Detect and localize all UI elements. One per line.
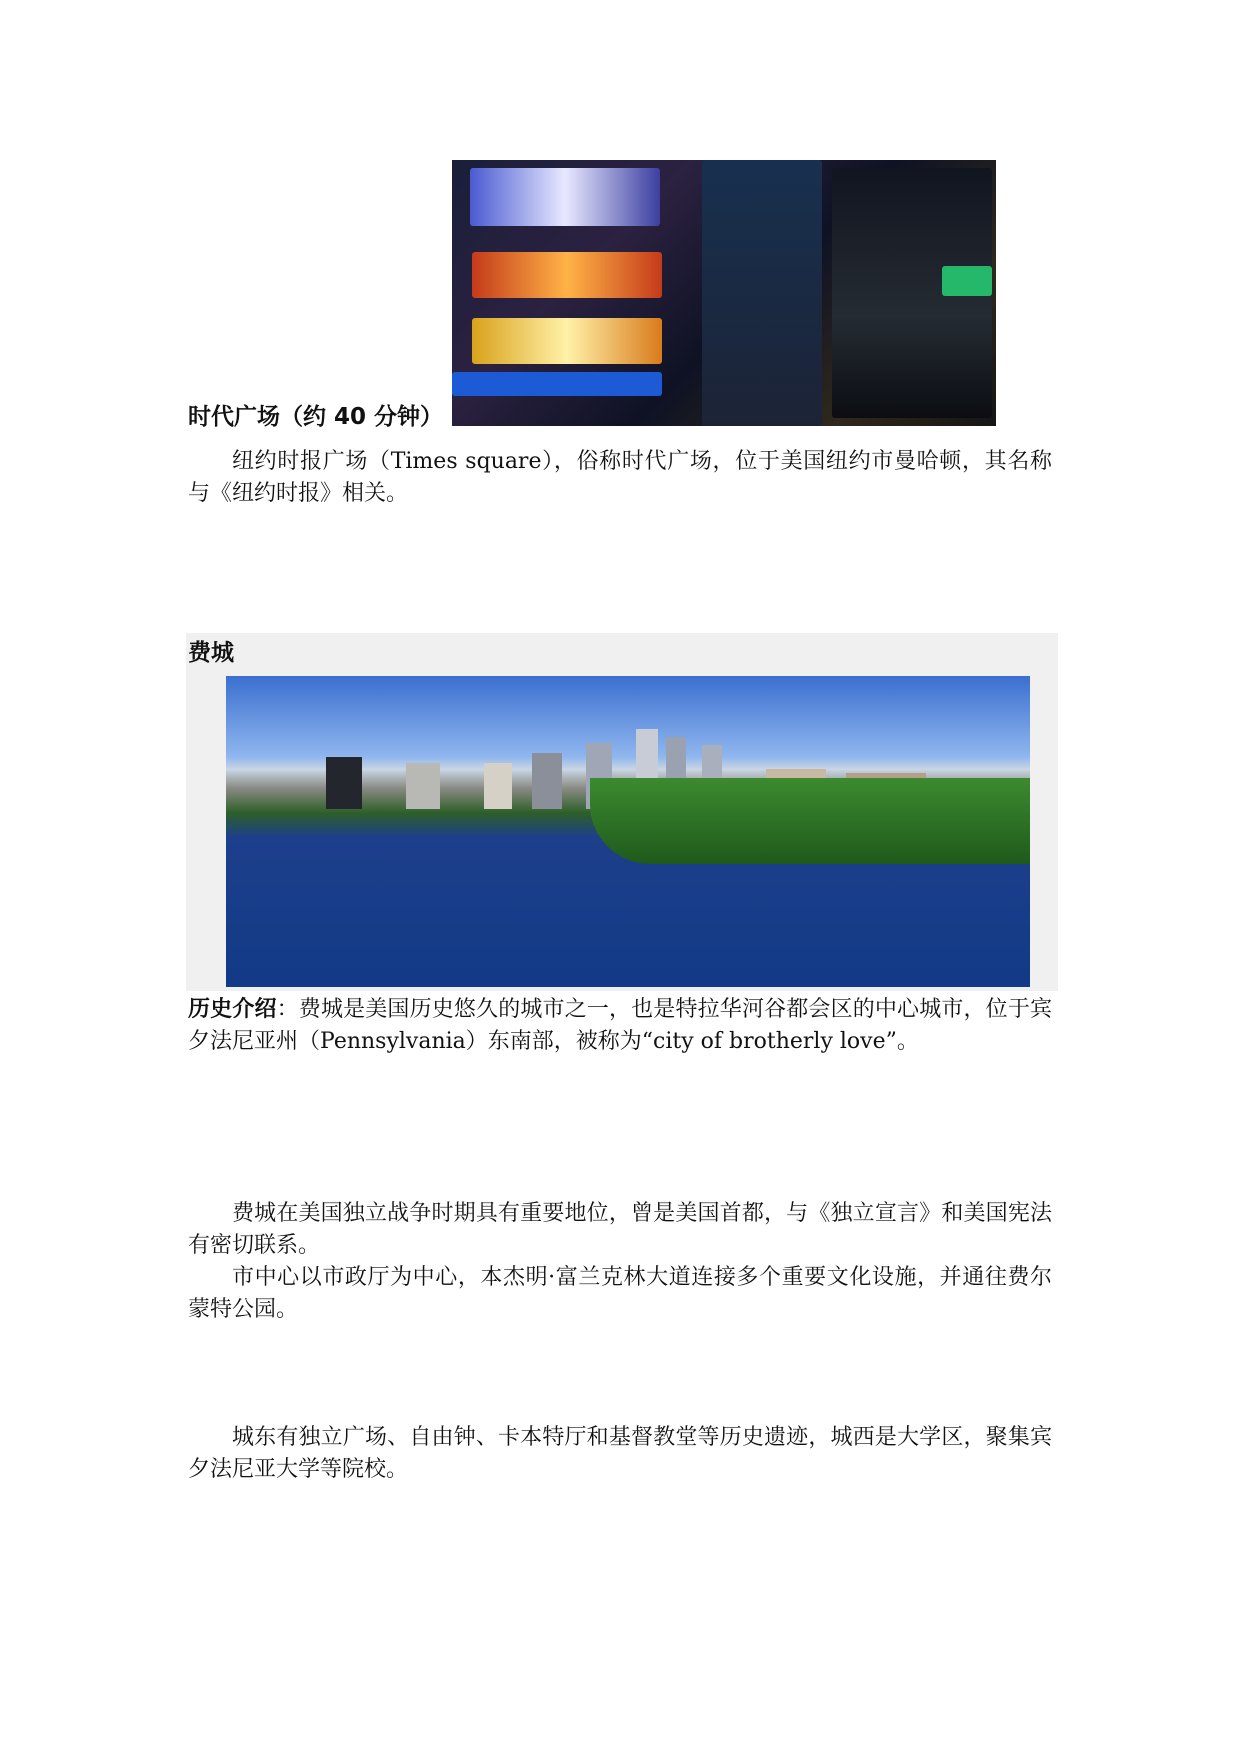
billboard (472, 252, 662, 298)
skyline-building (484, 763, 512, 809)
section-heading-philadelphia: 费城 (188, 640, 234, 666)
philadelphia-paragraph-3: 市中心以市政厅为中心，本杰明·富兰克林大道连接多个重要文化设施，并通往费尔蒙特公园。 (188, 1265, 1052, 1322)
riverbank-trees (590, 778, 1030, 864)
history-text: ：费城是美国历史悠久的城市之一，也是特拉华河谷都会区的中心城市，位于宾夕法尼亚州（Pennsylvania）东南部，被称为“city of brotherly love”。 (188, 997, 1052, 1054)
billboard (470, 168, 660, 226)
section-heading-times-square: 时代广场（约 40 分钟） (188, 404, 444, 430)
times-square-paragraph: 纽约时报广场（Times square），俗称时代广场，位于美国纽约市曼哈顿，其名称与《纽约时报》相关。 (188, 449, 1052, 506)
times-square-photo (452, 160, 996, 426)
philadelphia-paragraph-2: 费城在美国独立战争时期具有重要地位，曾是美国首都，与《独立宣言》和美国宪法有密切联系。 (188, 1201, 1052, 1258)
history-label: 历史介绍 (188, 997, 277, 1022)
green-sign (942, 266, 992, 296)
philadelphia-history-paragraph (188, 994, 1052, 1058)
billboard (452, 372, 662, 396)
philadelphia-paragraph-4: 城东有独立广场、自由钟、卡本特厅和基督教堂等历史遗迹，城西是大学区，聚集宾夕法尼亚大学等院校。 (188, 1425, 1052, 1482)
skyline-building (532, 753, 562, 809)
skyline-building (326, 757, 362, 809)
billboard (472, 318, 662, 364)
building-shadow (702, 160, 822, 426)
skyline-building (406, 763, 440, 809)
philadelphia-photo (226, 676, 1030, 987)
